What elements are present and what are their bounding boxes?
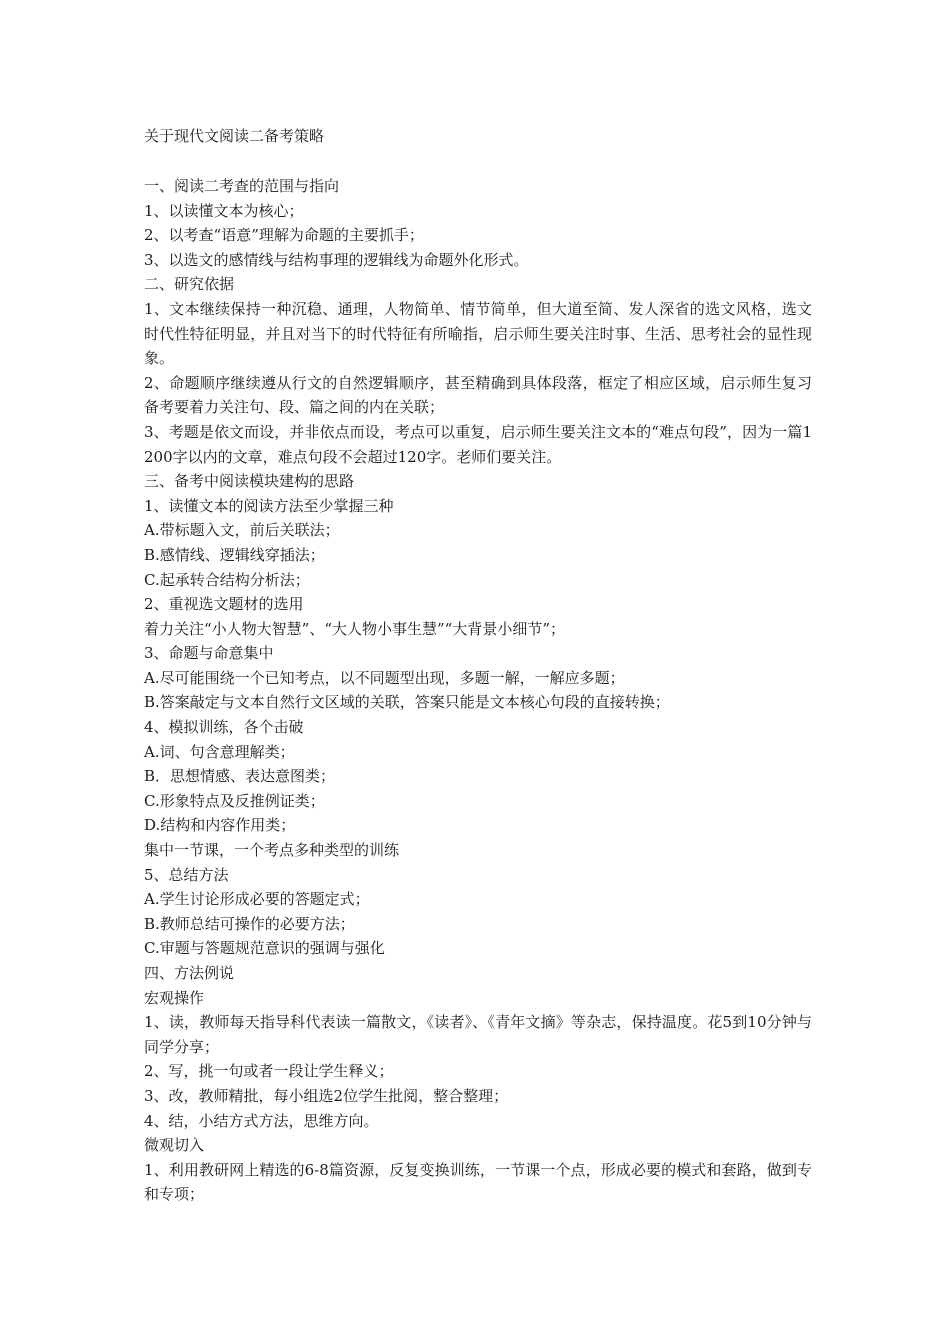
paragraph: B.答案敲定与文本自然行文区域的关联，答案只能是文本核心句段的直接转换； <box>144 693 670 712</box>
section-heading-2: 二、研究依据 <box>144 275 235 294</box>
paragraph: B.感情线、逻辑线穿插法； <box>144 545 325 564</box>
paragraph: 2、以考查“语意”理解为命题的主要抓手； <box>144 226 424 245</box>
paragraph: 2、写，挑一句或者一段让学生释义； <box>144 1062 394 1081</box>
paragraph: 3、以选文的感情线与结构事理的逻辑线为命题外化形式。 <box>144 250 529 269</box>
paragraph: B．思想情感、表达意图类； <box>144 767 336 786</box>
paragraph: 1、以读懂文本为核心； <box>144 201 304 220</box>
section-heading-4: 四、方法例说 <box>144 964 235 982</box>
paragraph: A.学生讨论形成必要的答题定式； <box>144 890 370 909</box>
paragraph: 1、利用教研网上精选的6-8篇资源，反复变换训练，一节课一个点，形成必要的模式和套路，做到专和专项； <box>144 1160 812 1204</box>
paragraph: 4、模拟训练，各个击破 <box>144 718 304 737</box>
paragraph: 5、总结方法 <box>144 865 229 884</box>
paragraph: 3、命题与命意集中 <box>144 644 274 663</box>
paragraph: 集中一节课，一个考点多种类型的训练 <box>144 841 400 860</box>
paragraph: 1、文本继续保持一种沉稳、通理，人物简单、情节简单，但大道至简、发人深省的选文风格，选文时代性特征明显，并且对当下的时代特征有所喻指，启示师生要关注时事、生活、思考社会的显性现象。 <box>144 299 812 368</box>
paragraph: 4、结，小结方式方法，思维方向。 <box>144 1111 379 1130</box>
paragraph: 2、命题顺序继续遵从行文的自然逻辑顺序，甚至精确到具体段落，框定了相应区域，启示师生复习备考要着力关注句、段、篇之间的内在关联； <box>144 373 812 417</box>
paragraph: D.结构和内容作用类； <box>144 816 296 835</box>
paragraph: A.带标题入文，前后关联法； <box>144 521 340 540</box>
section-heading-3: 三、备考中阅读模块建构的思路 <box>144 472 355 491</box>
document-content <box>144 174 812 1207</box>
paragraph: 1、读懂文本的阅读方法至少掌握三种 <box>144 496 394 515</box>
paragraph: 3、改，教师精批，每小组选2位学生批阅，整合整理； <box>144 1086 509 1105</box>
paragraph: 微观切入 <box>144 1136 205 1155</box>
paragraph: 1、读，教师每天指导科代表读一篇散文，《读者》、《青年文摘》等杂志，保持温度。花5到10分钟与同学分享； <box>144 1013 812 1056</box>
paragraph: C.审题与答题规范意识的强调与强化 <box>144 939 385 958</box>
paragraph: 着力关注“小人物大智慧”、“大人物小事生慧”“大背景小细节”； <box>144 619 566 638</box>
document-title: 关于现代文阅读二备考策略 <box>144 127 325 145</box>
section-heading-1: 一、阅读二考查的范围与指向 <box>144 177 340 195</box>
paragraph: C.起承转合结构分析法； <box>144 570 310 589</box>
paragraph: C.形象特点及反推例证类； <box>144 791 325 810</box>
paragraph: 3、考题是依文而设，并非依点而设，考点可以重复，启示师生要关注文本的“难点句段”，因为一篇1200字以内的文章，难点句段不会超过120字。老师们要关注。 <box>144 422 812 466</box>
paragraph: 宏观操作 <box>144 988 205 1007</box>
document-body <box>144 124 812 1207</box>
paragraph: A.尽可能围绕一个已知考点，以不同题型出现，多题一解，一解应多题； <box>144 668 625 687</box>
paragraph: 2、重视选文题材的选用 <box>144 595 304 614</box>
paragraph: B.教师总结可操作的必要方法； <box>144 914 355 933</box>
paragraph: A.词、句含意理解类； <box>144 742 295 761</box>
